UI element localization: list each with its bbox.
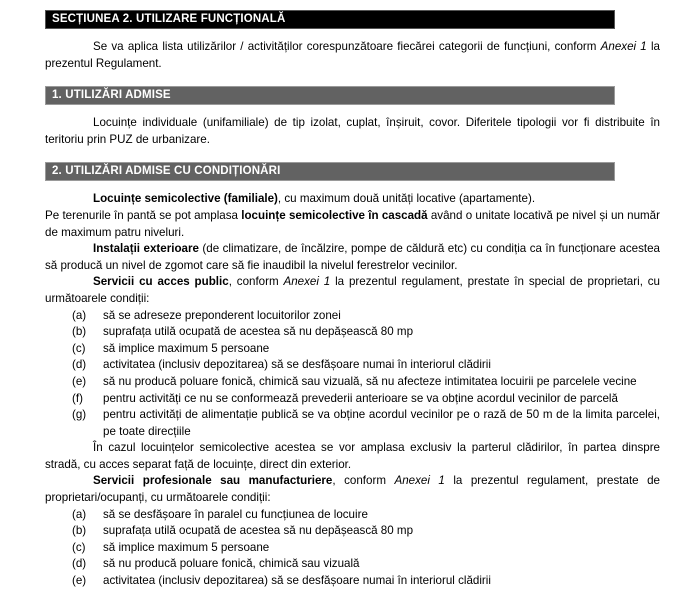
- list-servicii-profesionale: [45, 507, 660, 590]
- paragraph-cazul-locuintelor: În cazul locuințelor semicolective acestea se vor amplasa exclusiv la parterul clădirilor, în partea dinspre stradă, cu acces separat față de locuințe, direct din exterior.: [45, 441, 660, 471]
- list-item-marker: (d): [72, 557, 87, 571]
- panta-bold: locuințe semicolective în cascadă: [241, 208, 428, 222]
- list-item-marker: (c): [72, 341, 86, 355]
- intro-anexei-reference: Anexei 1: [600, 40, 647, 53]
- list-item: [45, 341, 660, 358]
- list-item: [45, 573, 660, 590]
- list-item-text: să implice maximum 5 persoane: [103, 341, 270, 355]
- list-item-marker: (g): [72, 408, 87, 422]
- list-item-text: să se desfășoare în paralel cu funcțiunea de locuire: [103, 507, 368, 521]
- servicii-public-bold-lead: Servicii cu acces public: [93, 275, 229, 289]
- spacer: [45, 72, 660, 86]
- list-item: [45, 407, 660, 440]
- list-item-marker: (e): [72, 374, 87, 388]
- subsection-2-header-bar: 2. UTILIZĂRI ADMISE CU CONDIȚIONĂRI: [45, 162, 615, 181]
- list-item-text: suprafața utilă ocupată de acestea să nu depășească 80 mp: [103, 325, 414, 339]
- list-item-marker: (a): [72, 507, 87, 521]
- servicii-public-mid: , conform: [228, 275, 284, 289]
- locuinte-rest: , cu maximum două unități locative (apartamente).: [277, 192, 536, 206]
- list-item-text: să se adreseze preponderent locuitorilor zonei: [103, 308, 341, 322]
- panta-after-bold: având o unitate locativă pe nivel și un număr de maximum patru niveluri.: [45, 208, 660, 239]
- list-item: [45, 540, 660, 557]
- section-header-bar: SECȚIUNEA 2. UTILIZARE FUNCȚIONALĂ: [45, 10, 615, 29]
- list-item: [45, 357, 660, 374]
- list-item: [45, 324, 660, 341]
- list-item-text: activitatea (inclusiv depozitarea) să se desfășoare numai în interiorul clădirii: [103, 358, 491, 372]
- paragraph-instalatii-exterioare: [45, 241, 660, 274]
- list-item-text: suprafața utilă ocupată de acestea să nu depășească 80 mp: [103, 524, 414, 538]
- instalatii-rest: (de climatizare, de încălzire, pompe de căldură etc) cu condiția ca în funcționare acestea să producă un nivel de zgomot care să fie inaudibil la nivelul ferestrelor vecinilor.: [45, 242, 660, 272]
- spacer: [45, 181, 660, 191]
- spacer: [45, 29, 660, 39]
- spacer: [45, 105, 660, 115]
- servicii-prof-rest: la prezentul regulament, prestate de proprietari/ocupanți, cu următoarele condiții:: [45, 474, 661, 505]
- list-item: [45, 374, 660, 391]
- list-item-text: să nu producă poluare fonică, chimică sau vizuală: [103, 557, 360, 571]
- list-item-text: să implice maximum 5 persoane: [103, 540, 270, 554]
- list-item: [45, 507, 660, 524]
- paragraph-servicii-profesionale: [45, 473, 660, 506]
- list-item: [45, 523, 660, 540]
- list-servicii-acces-public: [45, 308, 660, 441]
- servicii-prof-mid: , conform: [332, 474, 395, 488]
- list-item-marker: (e): [72, 574, 87, 588]
- list-item: [45, 556, 660, 573]
- list-item-marker: (f): [72, 391, 83, 405]
- list-item-marker: (d): [72, 358, 87, 372]
- list-item-text: pentru activități de alimentație publică se va obține acordul vecinilor pe o rază de 50 m de la limita parcelei, pe toate direcțiile: [103, 408, 660, 438]
- paragraph-servicii-acces-public: [45, 274, 660, 307]
- list-item-text: activitatea (inclusiv depozitarea) să se desfășoare numai în interiorul clădirii: [103, 574, 491, 588]
- instalatii-bold-lead: Instalații exterioare: [93, 242, 199, 256]
- document-content: [45, 10, 660, 590]
- list-item-marker: (c): [72, 540, 86, 554]
- paragraph-terenuri-panta: [45, 208, 660, 241]
- list-item-text: să nu producă poluare fonică, chimică sau vizuală, să nu afecteze intimitatea locuirii pe parcelele vecine: [103, 374, 637, 388]
- list-item-marker: (a): [72, 308, 87, 322]
- servicii-public-anexei-reference: Anexei 1: [283, 275, 331, 289]
- list-item-text: pentru activități ce nu se conformează prevederii anterioare se va obține acordul vecinilor de parcelă: [103, 391, 618, 405]
- intro-paragraph: [45, 39, 660, 72]
- locuinte-bold-lead: Locuințe semicolective (familiale): [93, 192, 278, 206]
- spacer: [45, 148, 660, 162]
- subsection-1-header-bar: 1. UTILIZĂRI ADMISE: [45, 86, 615, 105]
- list-item-marker: (b): [72, 524, 87, 538]
- servicii-prof-bold-lead: Servicii profesionale sau manufacturiere: [93, 474, 333, 488]
- panta-before-bold: Pe terenurile în pantă se pot amplasa: [45, 208, 242, 222]
- intro-text-before: Se va aplica lista utilizărilor / activităților corespunzătoare fiecărei categorii de funcțiuni, conform: [93, 40, 601, 53]
- intro-text-after: la prezentul Regulament.: [45, 40, 660, 70]
- list-item-marker: (b): [72, 325, 87, 339]
- subsection-1-paragraph: Locuințe individuale (unifamiliale) de tip izolat, cuplat, înșiruit, covor. Diferitele tipologii vor fi distribuite în teritoriu prin PUZ de urbanizare.: [45, 116, 660, 146]
- list-item: [45, 308, 660, 325]
- list-item: [45, 391, 660, 408]
- paragraph-locuinte-semicolective: [45, 191, 660, 208]
- servicii-prof-anexei-reference: Anexei 1: [394, 474, 445, 488]
- servicii-public-rest: la prezentul regulament, prestate în special de proprietari, cu următoarele condiții:: [45, 275, 661, 305]
